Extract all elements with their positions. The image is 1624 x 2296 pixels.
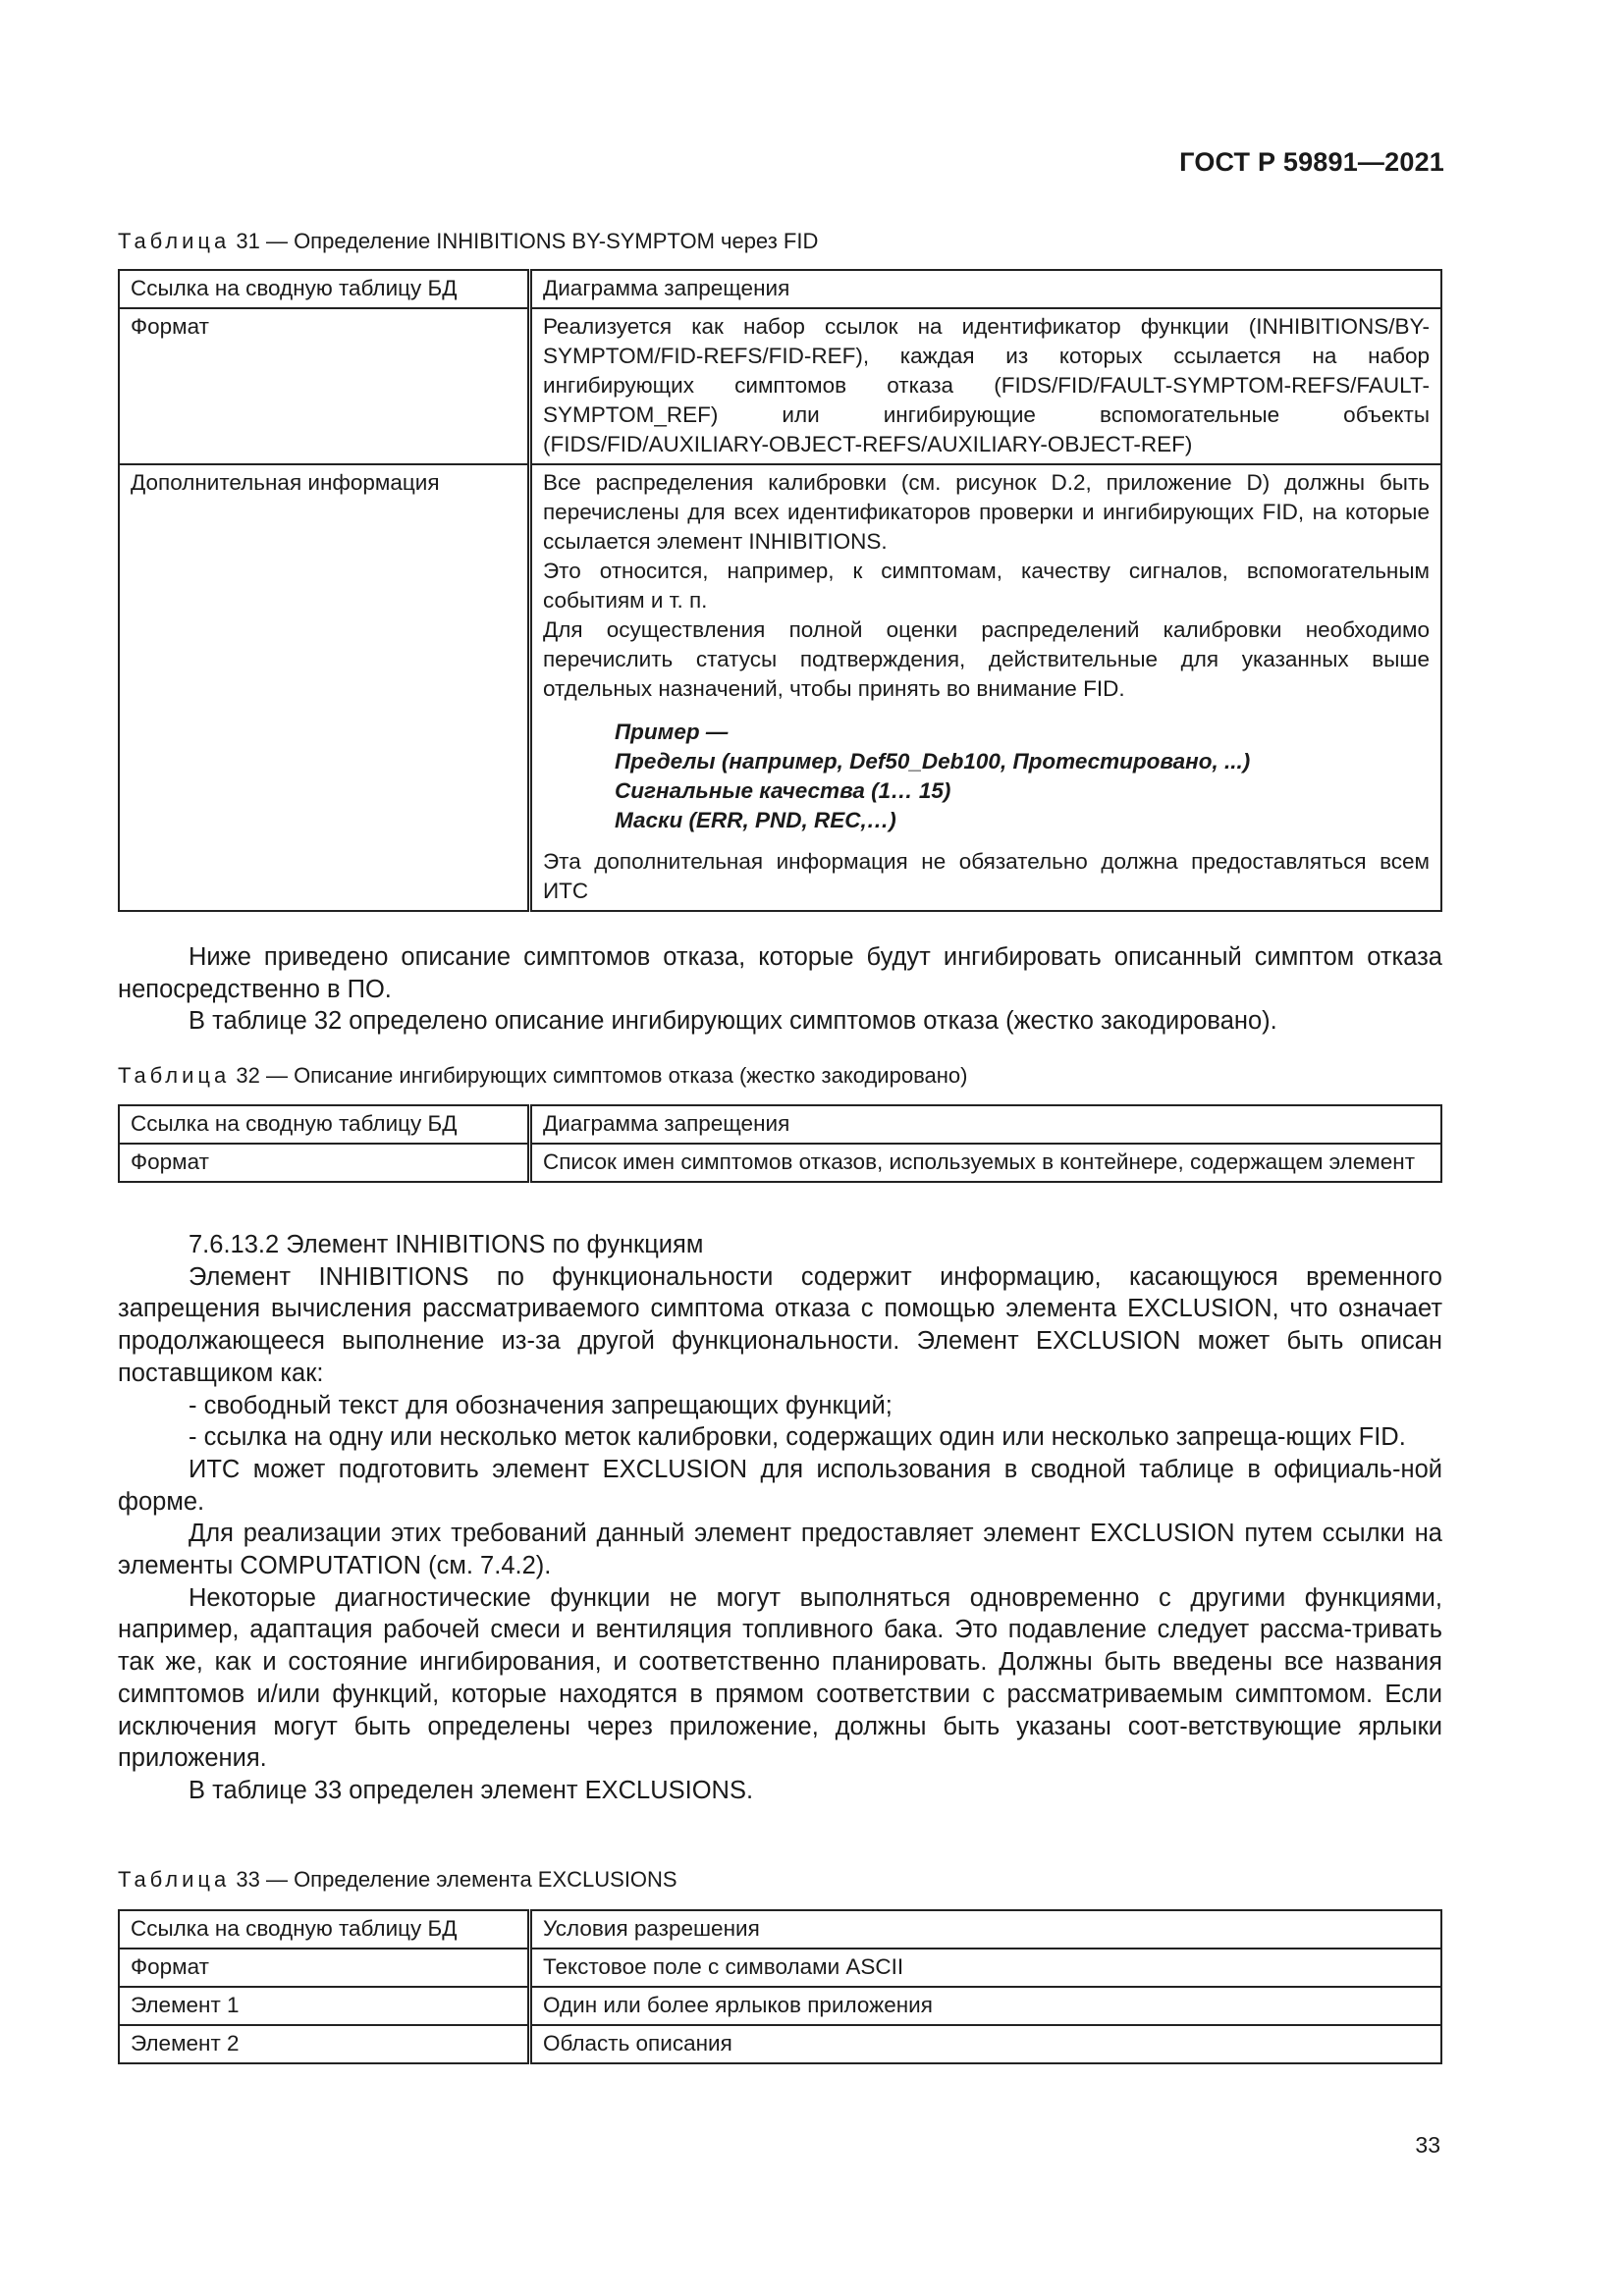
table-cell: Область описания <box>530 2025 1442 2063</box>
caption-text: 33 — Определение элемента EXCLUSIONS <box>230 1867 677 1892</box>
standard-header: ГОСТ Р 59891—2021 <box>1179 147 1444 177</box>
table-cell: Дополнительная информация <box>119 464 530 911</box>
cell-paragraph: Для осуществления полной оценки распределений калибровки необходимо перечислить статусы подтверждения, действительные для указанных выше отдельных назначений, чтобы принять во внимание FID. <box>543 617 1430 701</box>
table-row <box>119 308 1441 464</box>
table-cell: Элемент 1 <box>119 1987 530 2025</box>
cell-paragraph: Эта дополнительная информация не обязательно должна предоставляться всем ИТС <box>543 849 1430 903</box>
table-cell: Ссылка на сводную таблицу БД <box>119 1105 530 1144</box>
table-cell: Формат <box>119 308 530 464</box>
section-heading: 7.6.13.2 Элемент INHIBITIONS по функциям <box>189 1231 704 1258</box>
table-cell: Текстовое поле с символами ASCII <box>530 1949 1442 1987</box>
paragraph: ИТС может подготовить элемент EXCLUSION для использования в сводной таблице в официаль-ной форме. <box>118 1455 1442 1516</box>
cell-paragraph: Это относится, например, к симптомам, качеству сигналов, вспомогательным событиям и т. п. <box>543 559 1430 613</box>
table-cell: Элемент 2 <box>119 2025 530 2063</box>
table-cell: Один или более ярлыков приложения <box>530 1987 1442 2025</box>
table-32 <box>118 1104 1442 1183</box>
table-row <box>119 1949 1441 1987</box>
paragraph: В таблице 32 определено описание ингибирующих симптомов отказа (жестко закодировано). <box>189 1007 1277 1036</box>
example-title: Пример — <box>615 720 729 744</box>
list-item: - свободный текст для обозначения запрещающих функций; <box>189 1391 893 1419</box>
caption-lead: Таблица <box>118 1063 231 1088</box>
page-number: 33 <box>1415 2132 1440 2158</box>
caption-text: 32 — Описание ингибирующих симптомов отказа (жестко закодировано) <box>230 1063 968 1088</box>
table-33-caption <box>118 1867 677 1893</box>
table-cell: Диаграмма запрещения <box>530 1105 1442 1144</box>
example-line: Сигнальные качества (1… 15) <box>615 778 951 803</box>
paragraph: Для реализации этих требований данный элемент предоставляет элемент EXCLUSION путем ссылки на элементы COMPUTATION (см. 7.4.2). <box>118 1520 1442 1580</box>
table-31 <box>118 269 1442 912</box>
paragraph: Ниже приведено описание симптомов отказа, которые будут ингибировать описанный симптом отказа непосредственно в ПО. <box>118 943 1442 1003</box>
cell-paragraph: Все распределения калибровки (см. рисунок D.2, приложение D) должны быть перечислены для всех идентификаторов проверки и ингибирующих FID, на которые ссылается элемент INHIBITIONS. <box>543 470 1430 554</box>
example-line: Пределы (например, Def50_Deb100, Протестировано, ...) <box>615 749 1251 774</box>
table-cell: Условия разрешения <box>530 1910 1442 1949</box>
table-row <box>119 270 1441 308</box>
table-row <box>119 1987 1441 2025</box>
table-cell: Реализуется как набор ссылок на идентификатор функции (INHIBITIONS/BY-SYMPTOM/FID-REFS/FID-REF), каждая из которых ссылается на набор ингибирующих симптомов отказа (FIDS/FID/FAULT-SYMPTOM-REFS/FAULT-SYMPTOM_REF) или ингибирующие вспомогательные объекты (FIDS/FID/AUXILIARY-OBJECT-REFS/AUXILIARY-OBJECT-REF) <box>530 308 1442 464</box>
caption-lead: Таблица <box>118 1867 231 1892</box>
table-cell: Список имен симптомов отказов, используемых в контейнере, содержащем элемент <box>530 1144 1442 1182</box>
table-row <box>119 464 1441 911</box>
example-line: Маски (ERR, PND, REC,…) <box>615 808 896 832</box>
table-cell: Формат <box>119 1144 530 1182</box>
table-cell: Формат <box>119 1949 530 1987</box>
caption-text: 31 — Определение INHIBITIONS BY-SYMPTOM через FID <box>230 229 819 253</box>
table-cell: Ссылка на сводную таблицу БД <box>119 1910 530 1949</box>
table-33 <box>118 1909 1442 2064</box>
table-31-caption <box>118 229 818 254</box>
caption-lead: Таблица <box>118 229 231 253</box>
table-cell: Ссылка на сводную таблицу БД <box>119 270 530 308</box>
paragraph: В таблице 33 определен элемент EXCLUSIONS. <box>189 1776 754 1804</box>
example-block <box>543 718 1430 835</box>
table-cell-extra-info <box>530 464 1442 911</box>
table-cell: Диаграмма запрещения <box>530 270 1442 308</box>
section-7-6-13-2 <box>118 1229 1442 1807</box>
table-row <box>119 1144 1441 1182</box>
body-paragraphs-1 <box>118 941 1442 1038</box>
table-row <box>119 1105 1441 1144</box>
list-item: - ссылка на одну или несколько меток калибровки, содержащих один или несколько запреща-ющих FID. <box>189 1423 1406 1452</box>
table-32-caption <box>118 1063 967 1089</box>
paragraph: Элемент INHIBITIONS по функциональности содержит информацию, касающуюся временного запрещения вычисления рассматриваемого симптома отказа с помощью элемента EXCLUSION, что означает продолжающееся выполнение из-за другой функциональности. Элемент EXCLUSION может быть описан поставщиком как: <box>118 1262 1442 1387</box>
paragraph: Некоторые диагностические функции не могут выполняться одновременно с другими функциями, например, адаптация рабочей смеси и вентиляция топливного бака. Это подавление следует рассма-тривать так же, как и состояние ингибирования, и соответственно планировать. Должны быть введены все названия симптомов и/или функций, которые находятся в прямом соответствии с рассматриваемым симптомом. Если исключения могут быть определены через приложение, должны быть указаны соот-ветствующие ярлыки приложения. <box>118 1583 1442 1773</box>
table-row <box>119 2025 1441 2063</box>
table-row <box>119 1910 1441 1949</box>
